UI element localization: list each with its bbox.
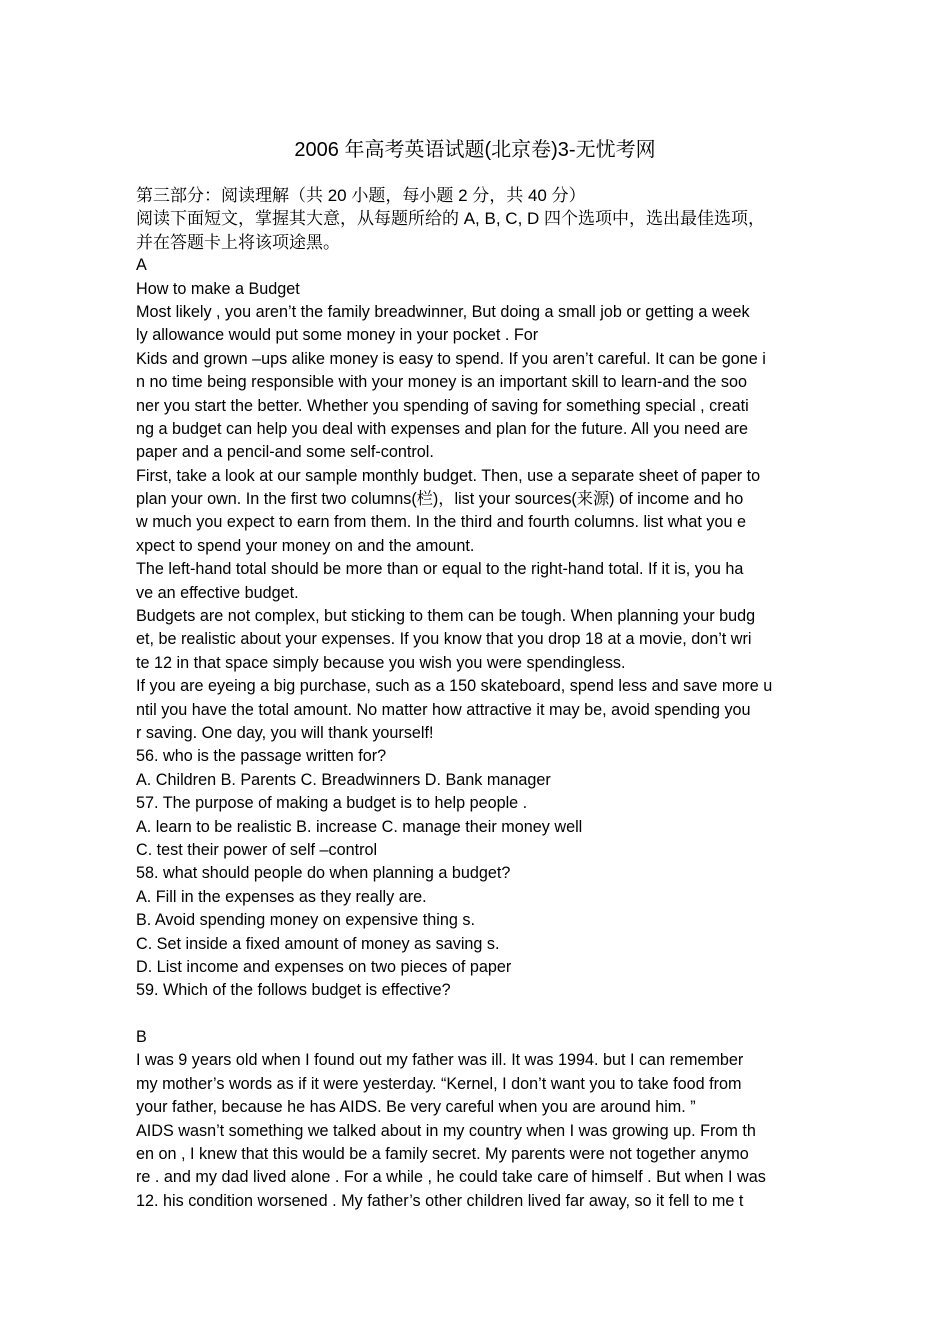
text-line: w much you expect to earn from them. In the third and fourth columns. list what you e [136,513,747,532]
question-57: 57. The purpose of making a budget is to help people . [136,794,528,813]
text-line: Budgets are not complex, but sticking to them can be tough. When planning your budg [136,607,756,626]
text-line: et, be realistic about your expenses. If you know that you drop 18 at a movie, don’t wri [136,630,752,649]
option-58-c: C. Set inside a fixed amount of money as saving s. [136,934,500,953]
text-line: AIDS wasn’t something we talked about in my country when I was growing up. From th [136,1121,756,1140]
passage-title: How to make a Budget [136,279,300,298]
options-57: C. test their power of self –control [136,840,378,859]
text-line: re . and my dad lived alone . For a while , he could take care of himself . But when I was [136,1168,766,1187]
text-line: en on , I knew that this would be a family secret. My parents were not together anymo [136,1145,749,1164]
text-line: The left-hand total should be more than or equal to the right-hand total. If it is, you ha [136,560,744,579]
text-line: paper and a pencil-and some self-control. [136,443,434,462]
text-line: I was 9 years old when I found out my father was ill. It was 1994. but I can remember [136,1051,744,1070]
instruction-line: 阅读下面短文，掌握其大意，从每题所给的 A, B, C, D 四个选项中，选出最佳选项， [136,209,766,229]
text-line: xpect to spend your money on and the amount. [136,536,475,555]
text-line: If you are eyeing a big purchase, such as a 150 skateboard, spend less and save more u [136,677,773,696]
passage-label: B [136,1028,147,1047]
option-58-d: D. List income and expenses on two pieces of paper [136,957,512,976]
text-line: 12. his condition worsened . My father’s other children lived far away, so it fell to me t [136,1191,744,1210]
blank-line [136,1003,826,1026]
document-body [136,184,826,1213]
text-line: ner you start the better. Whether you spending of saving for something special , creati [136,396,749,415]
text-line: ntil you have the total amount. No matter how attractive it may be, avoid spending you [136,700,751,719]
text-line: Kids and grown –ups alike money is easy to spend. If you aren’t careful. It can be gone i [136,349,766,368]
text-line: ve an effective budget. [136,583,299,602]
question-58: 58. what should people do when planning a budget? [136,864,511,883]
question-56: 56. who is the passage written for? [136,747,387,766]
options-56: A. Children B. Parents C. Breadwinners D. Bank manager [136,770,551,789]
text-line: ly allowance would put some money in your pocket . For [136,326,539,345]
text-line: n no time being responsible with your money is an important skill to learn-and the soo [136,373,747,392]
instruction-line: 并在答题卡上将该项途黑。 [136,232,340,252]
text-line: Most likely , you aren’t the family breadwinner, But doing a small job or getting a week [136,302,750,321]
text-line: my mother’s words as if it were yesterday. “Kernel, I don’t want you to take food from [136,1074,742,1093]
text-line: r saving. One day, you will thank yourself! [136,723,434,742]
text-line: plan your own. In the first two columns(栏)，list your sources(来源) of income and ho [136,490,744,509]
section-heading: 第三部分：阅读理解（共 20 小题，每小题 2 分，共 40 分） [136,186,586,205]
text-line: First, take a look at our sample monthly budget. Then, use a separate sheet of paper to [136,466,761,485]
passage-label: A [136,256,147,275]
text-line: te 12 in that space simply because you wish you were spendingless. [136,653,626,672]
text-line: ng a budget can help you deal with expenses and plan for the future. All you need are [136,419,748,438]
option-58-a: A. Fill in the expenses as they really are. [136,887,427,906]
question-59: 59. Which of the follows budget is effective? [136,981,451,1000]
document-title: 2006 年高考英语试题(北京卷)3-无忧考网 [294,139,656,161]
option-58-b: B. Avoid spending money on expensive thing s. [136,911,475,930]
options-57: A. learn to be realistic B. increase C. manage their money well [136,817,583,836]
text-line: your father, because he has AIDS. Be very careful when you are around him. ” [136,1098,696,1117]
